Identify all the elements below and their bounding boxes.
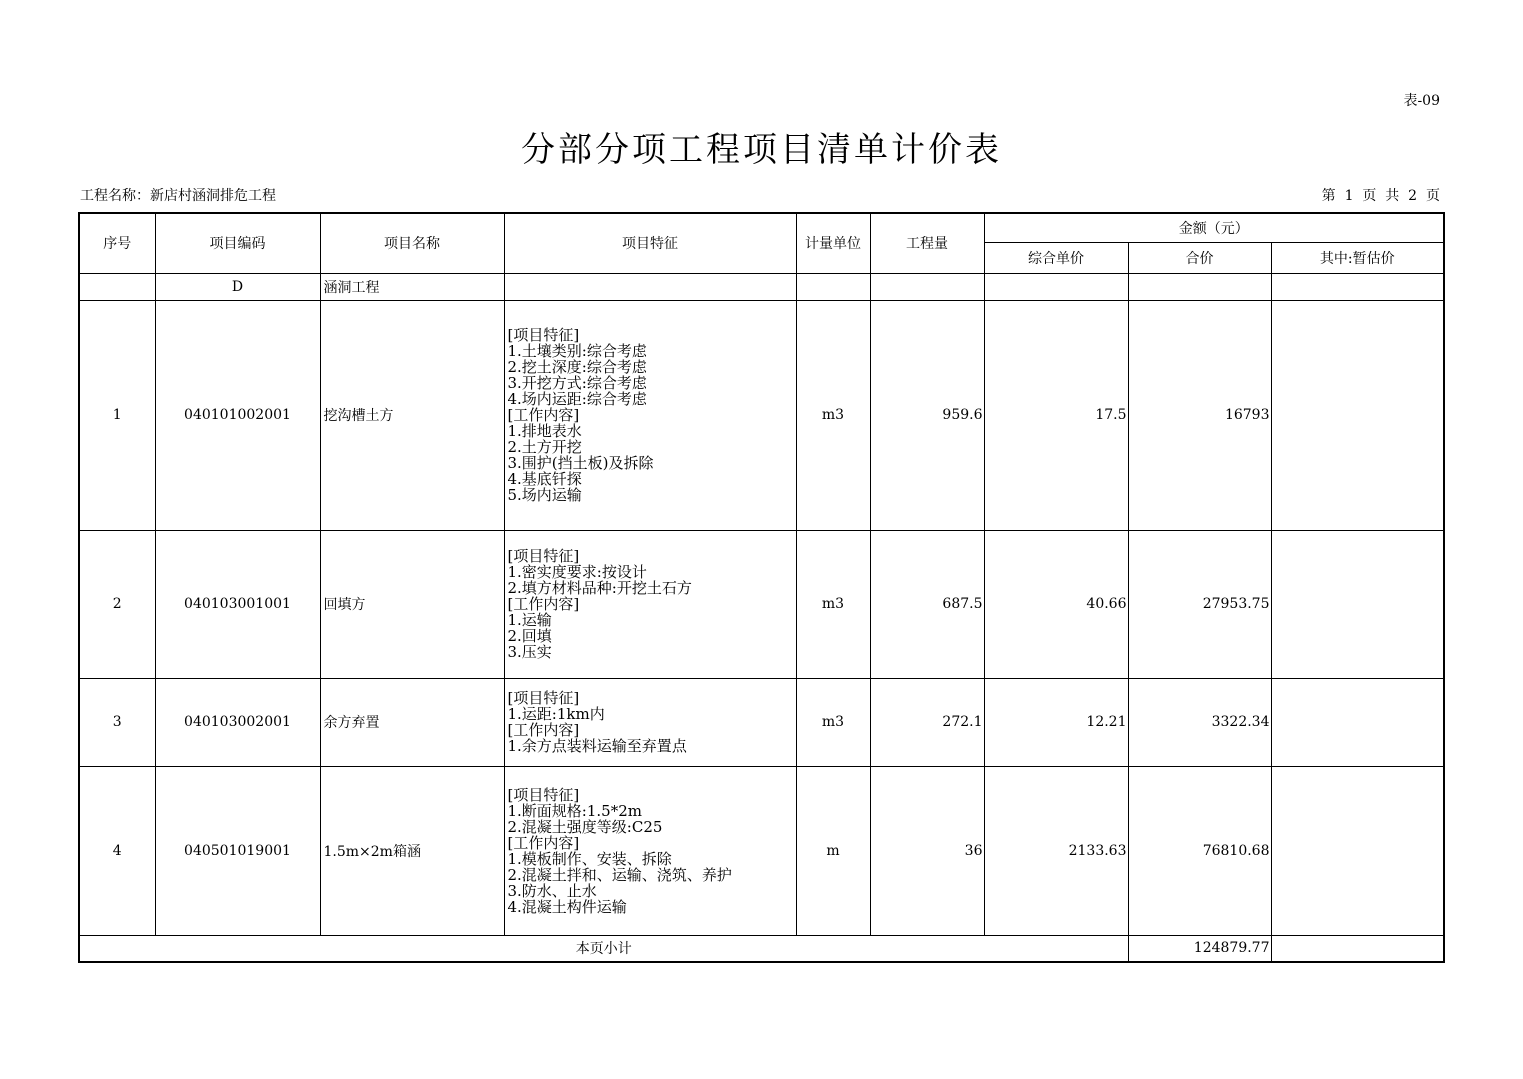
feature-line: 4.基底钎探 [507,470,582,488]
row-total: 16793 [1128,300,1271,530]
feature-line: 2.土方开挖 [507,438,582,456]
row-unit: m [796,766,870,935]
row-unit: m3 [796,678,870,766]
col-header-feature: 项目特征 [504,213,796,273]
header-row-1 [79,213,1444,242]
feature-line: [项目特征] [507,785,580,804]
feature-line: 1.运距:1km内 [507,705,605,723]
feature-line: [项目特征] [507,326,580,344]
feature-line: 4.场内运距:综合考虑 [507,390,647,408]
row-features [504,530,796,678]
feature-line: [项目特征] [507,547,580,565]
row-unit-price: 2133.63 [984,766,1128,935]
feature-line: [工作内容] [507,595,580,613]
subtotal-row [79,935,1444,962]
section-row [79,273,1444,300]
feature-line: 4.混凝土构件运输 [507,897,627,916]
subtotal-total: 124879.77 [1128,935,1271,962]
row-name: 1.5m×2m箱涵 [320,766,504,935]
subtotal-label: 本页小计 [79,935,1128,962]
col-header-name: 项目名称 [320,213,504,273]
row-total: 76810.68 [1128,766,1271,935]
row-seq: 4 [79,766,155,935]
row-unit: m3 [796,530,870,678]
feature-line: 2.挖土深度:综合考虑 [507,358,647,376]
row-qty: 687.5 [870,530,984,678]
row-provisional [1271,766,1444,935]
feature-line: [工作内容] [507,721,580,739]
feature-line: 1.运输 [507,611,552,629]
table-row [79,530,1444,678]
row-features [504,678,796,766]
row-qty: 36 [870,766,984,935]
row-seq: 1 [79,300,155,530]
col-header-unit-price: 综合单价 [984,242,1128,273]
row-qty: 272.1 [870,678,984,766]
feature-line: 3.防水、止水 [507,881,597,900]
section-code: D [155,273,320,300]
row-features [504,300,796,530]
feature-line: 3.开挖方式:综合考虑 [507,374,647,392]
col-header-seq: 序号 [79,213,155,273]
feature-line: 1.断面规格:1.5*2m [507,801,642,820]
table-row [79,300,1444,530]
feature-line: 2.填方材料品种:开挖土石方 [507,579,692,597]
row-code: 040101002001 [155,300,320,530]
table-row [79,678,1444,766]
row-provisional [1271,678,1444,766]
row-provisional [1271,530,1444,678]
row-qty: 959.6 [870,300,984,530]
feature-line: 2.回填 [507,627,552,645]
col-header-provisional: 其中:暂估价 [1271,242,1444,273]
col-header-amount: 金额（元） [984,213,1444,242]
feature-line: [工作内容] [507,833,580,852]
row-code: 040103002001 [155,678,320,766]
col-header-qty: 工程量 [870,213,984,273]
row-name: 挖沟槽土方 [320,300,504,530]
feature-line: 1.模板制作、安装、拆除 [507,849,672,868]
feature-line: 1.余方点装料运输至弃置点 [507,737,687,755]
row-name: 回填方 [320,530,504,678]
table-number: 表-09 [1403,93,1440,109]
feature-line: 2.混凝土拌和、运输、浇筑、养护 [507,865,732,884]
row-seq: 3 [79,678,155,766]
row-code: 040103001001 [155,530,320,678]
col-header-code: 项目编码 [155,213,320,273]
feature-line: [工作内容] [507,406,580,424]
table-row [79,766,1444,935]
row-features [504,766,796,935]
row-unit-price: 17.5 [984,300,1128,530]
row-unit: m3 [796,300,870,530]
row-provisional [1271,300,1444,530]
row-seq: 2 [79,530,155,678]
row-code: 040501019001 [155,766,320,935]
feature-line: 3.压实 [507,643,552,661]
feature-line: 1.土壤类别:综合考虑 [507,342,647,360]
row-name: 余方弃置 [320,678,504,766]
col-header-unit: 计量单位 [796,213,870,273]
bill-table [78,212,1445,963]
page-info: 第 1 页 共 2 页 [1321,188,1440,204]
feature-line: 3.围护(挡土板)及拆除 [507,454,654,472]
feature-line: 2.混凝土强度等级:C25 [507,817,663,836]
col-header-total: 合价 [1128,242,1271,273]
row-total: 3322.34 [1128,678,1271,766]
page-title: 分部分项工程项目清单计价表 [521,130,1002,170]
row-unit-price: 12.21 [984,678,1128,766]
row-unit-price: 40.66 [984,530,1128,678]
feature-line: 1.密实度要求:按设计 [507,563,647,581]
feature-line: 1.排地表水 [507,422,582,440]
row-total: 27953.75 [1128,530,1271,678]
feature-line: 5.场内运输 [507,486,582,504]
project-name: 工程名称：新店村涵洞排危工程 [80,188,276,204]
section-name: 涵洞工程 [320,273,504,300]
feature-line: [项目特征] [507,689,580,707]
